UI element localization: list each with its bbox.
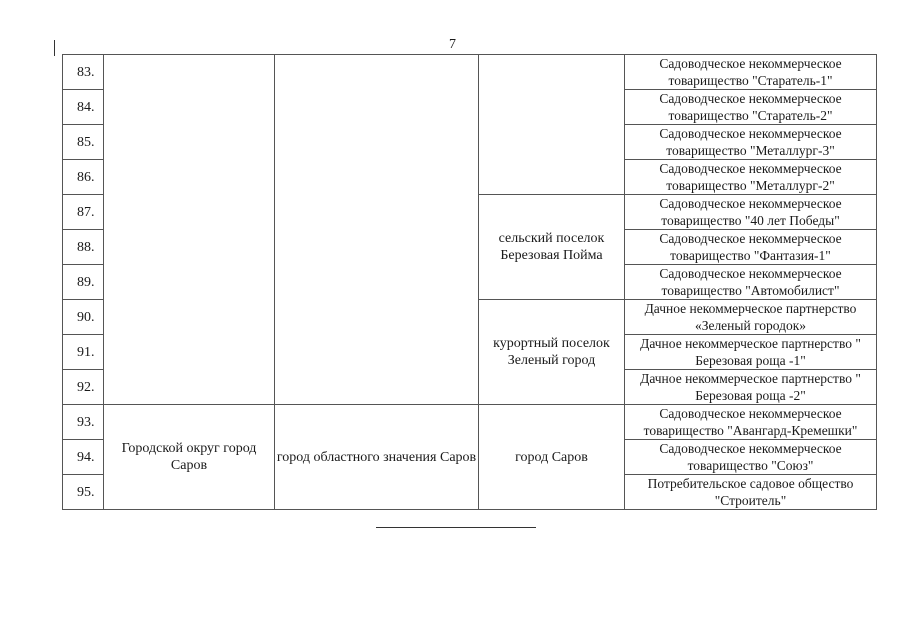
status-sarov: город областного значения Саров bbox=[275, 405, 479, 510]
table-row bbox=[63, 55, 877, 90]
row-number: 88. bbox=[63, 230, 104, 265]
row-number: 95. bbox=[63, 475, 104, 510]
row-number: 93. bbox=[63, 405, 104, 440]
status-cell-empty bbox=[275, 55, 479, 405]
row-number: 91. bbox=[63, 335, 104, 370]
footer-rule bbox=[376, 527, 536, 528]
district-sarov: Городской округ город Саров bbox=[104, 405, 275, 510]
table-row bbox=[63, 405, 877, 440]
settlement-cell-empty bbox=[479, 55, 625, 195]
row-number: 86. bbox=[63, 160, 104, 195]
row-number: 83. bbox=[63, 55, 104, 90]
district-cell-empty bbox=[104, 55, 275, 405]
row-number: 84. bbox=[63, 90, 104, 125]
row-number: 89. bbox=[63, 265, 104, 300]
row-number: 85. bbox=[63, 125, 104, 160]
row-number: 92. bbox=[63, 370, 104, 405]
row-number: 94. bbox=[63, 440, 104, 475]
organization-name: Садоводческое некоммерческое товарищество "Металлург-3" bbox=[625, 125, 877, 160]
organization-name: Садоводческое некоммерческое товарищество "Союз" bbox=[625, 440, 877, 475]
organization-name: Дачное некоммерческое партнерство " Березовая роща -1" bbox=[625, 335, 877, 370]
registry-table bbox=[62, 54, 877, 510]
organization-name: Садоводческое некоммерческое товарищество "Фантазия-1" bbox=[625, 230, 877, 265]
organization-name: Дачное некоммерческое партнерство " Березовая роща -2" bbox=[625, 370, 877, 405]
organization-name: Садоводческое некоммерческое товарищество "Старатель-1" bbox=[625, 55, 877, 90]
settlement-sarov: город Саров bbox=[479, 405, 625, 510]
organization-name: Потребительское садовое общество "Строитель" bbox=[625, 475, 877, 510]
row-number: 90. bbox=[63, 300, 104, 335]
organization-name: Дачное некоммерческое партнерство «Зеленый городок» bbox=[625, 300, 877, 335]
row-number: 87. bbox=[63, 195, 104, 230]
settlement-berezovaya: сельский поселок Березовая Пойма bbox=[479, 195, 625, 300]
organization-name: Садоводческое некоммерческое товарищество "40 лет Победы" bbox=[625, 195, 877, 230]
organization-name: Садоводческое некоммерческое товарищество "Авангард-Кремешки" bbox=[625, 405, 877, 440]
page-number: 7 bbox=[449, 37, 456, 52]
settlement-zeleny: курортный поселок Зеленый город bbox=[479, 300, 625, 405]
organization-name: Садоводческое некоммерческое товарищество "Старатель-2" bbox=[625, 90, 877, 125]
organization-name: Садоводческое некоммерческое товарищество "Автомобилист" bbox=[625, 265, 877, 300]
organization-name: Садоводческое некоммерческое товарищество "Металлург-2" bbox=[625, 160, 877, 195]
